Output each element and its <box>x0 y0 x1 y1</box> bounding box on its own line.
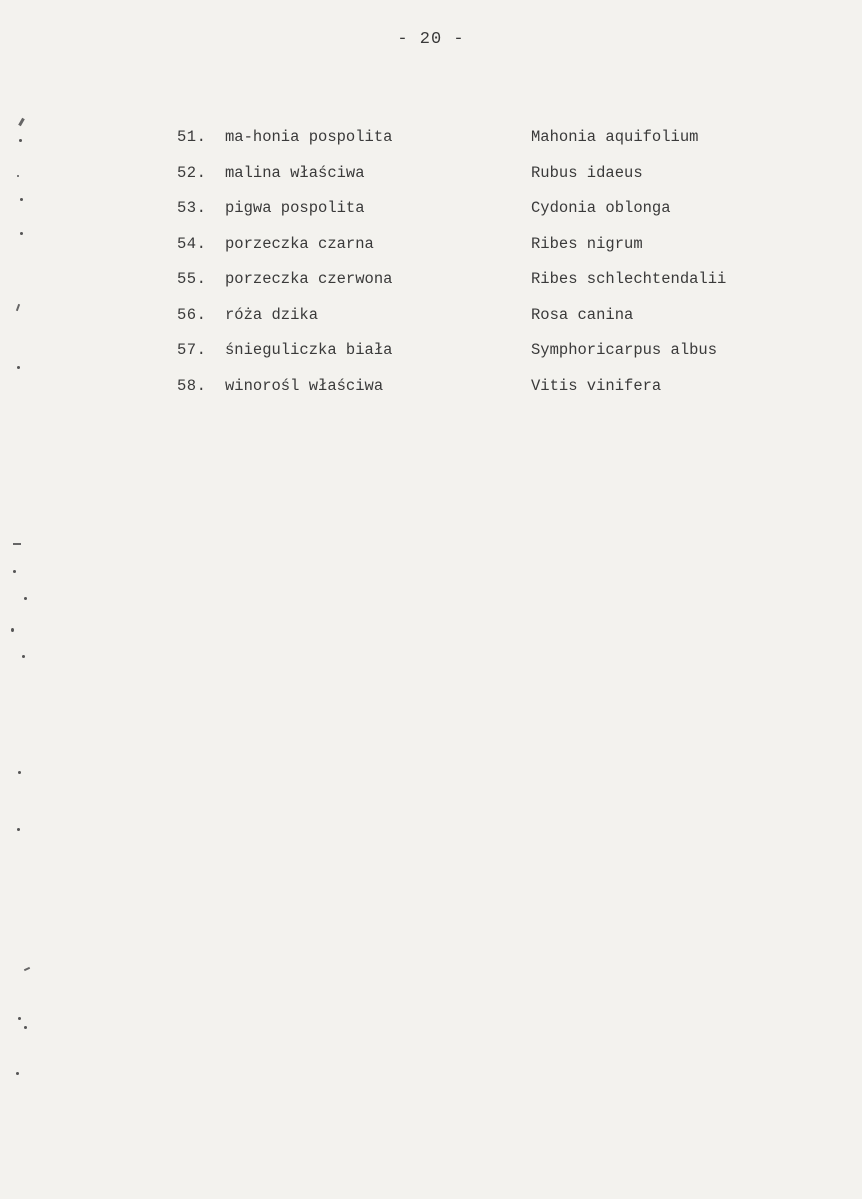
scan-speck <box>18 1017 21 1020</box>
scan-speck <box>24 597 27 600</box>
entry-number: 56. <box>177 305 207 324</box>
polish-name: winorośl właściwa <box>225 376 384 395</box>
page-number: - 20 - <box>397 30 465 49</box>
polish-name: pigwa pospolita <box>225 199 365 217</box>
entry-number: 51. <box>177 128 207 146</box>
plant-list <box>177 127 797 411</box>
polish-name: malina właściwa <box>225 163 365 182</box>
entry-number: 52. <box>177 163 207 182</box>
plant-row <box>177 376 797 412</box>
entry-number: 55. <box>177 270 207 288</box>
entry-number: 53. <box>177 199 207 217</box>
scan-speck <box>13 543 21 545</box>
scan-speck <box>24 967 30 971</box>
plant-row <box>177 234 797 270</box>
latin-name: Symphoricarpus albus <box>531 341 718 359</box>
latin-name: Rubus idaeus <box>531 163 643 182</box>
scan-speck <box>24 1026 27 1029</box>
latin-name: Vitis vinifera <box>531 376 662 395</box>
polish-name: porzeczka czerwona <box>225 270 393 288</box>
polish-name: ma-honia pospolita <box>225 128 393 146</box>
polish-name: śnieguliczka biała <box>225 341 393 359</box>
scan-speck <box>11 628 14 632</box>
scan-speck <box>16 304 20 311</box>
scan-speck <box>17 175 19 177</box>
entry-number: 57. <box>177 341 207 359</box>
scan-speck <box>13 570 16 573</box>
latin-name: Ribes nigrum <box>531 234 643 253</box>
scan-speck <box>18 118 25 126</box>
latin-name: Ribes schlechtendalii <box>531 270 727 288</box>
polish-name: róża dzika <box>225 305 319 324</box>
polish-name: porzeczka czarna <box>225 234 374 253</box>
entry-number: 54. <box>177 234 207 253</box>
plant-row <box>177 163 797 199</box>
plant-row <box>177 198 797 234</box>
scan-speck <box>17 366 20 369</box>
scan-speck <box>20 198 23 201</box>
latin-name: Mahonia aquifolium <box>531 128 699 146</box>
scan-speck <box>22 655 25 658</box>
plant-row <box>177 269 797 305</box>
scan-speck <box>18 771 21 774</box>
entry-number: 58. <box>177 376 207 395</box>
latin-name: Cydonia oblonga <box>531 199 671 217</box>
scan-speck <box>17 828 20 831</box>
scan-speck <box>19 139 22 142</box>
plant-row <box>177 340 797 376</box>
plant-row <box>177 127 797 163</box>
scan-speck <box>16 1072 19 1075</box>
plant-row <box>177 305 797 341</box>
scan-speck <box>20 232 23 235</box>
latin-name: Rosa canina <box>531 305 634 324</box>
